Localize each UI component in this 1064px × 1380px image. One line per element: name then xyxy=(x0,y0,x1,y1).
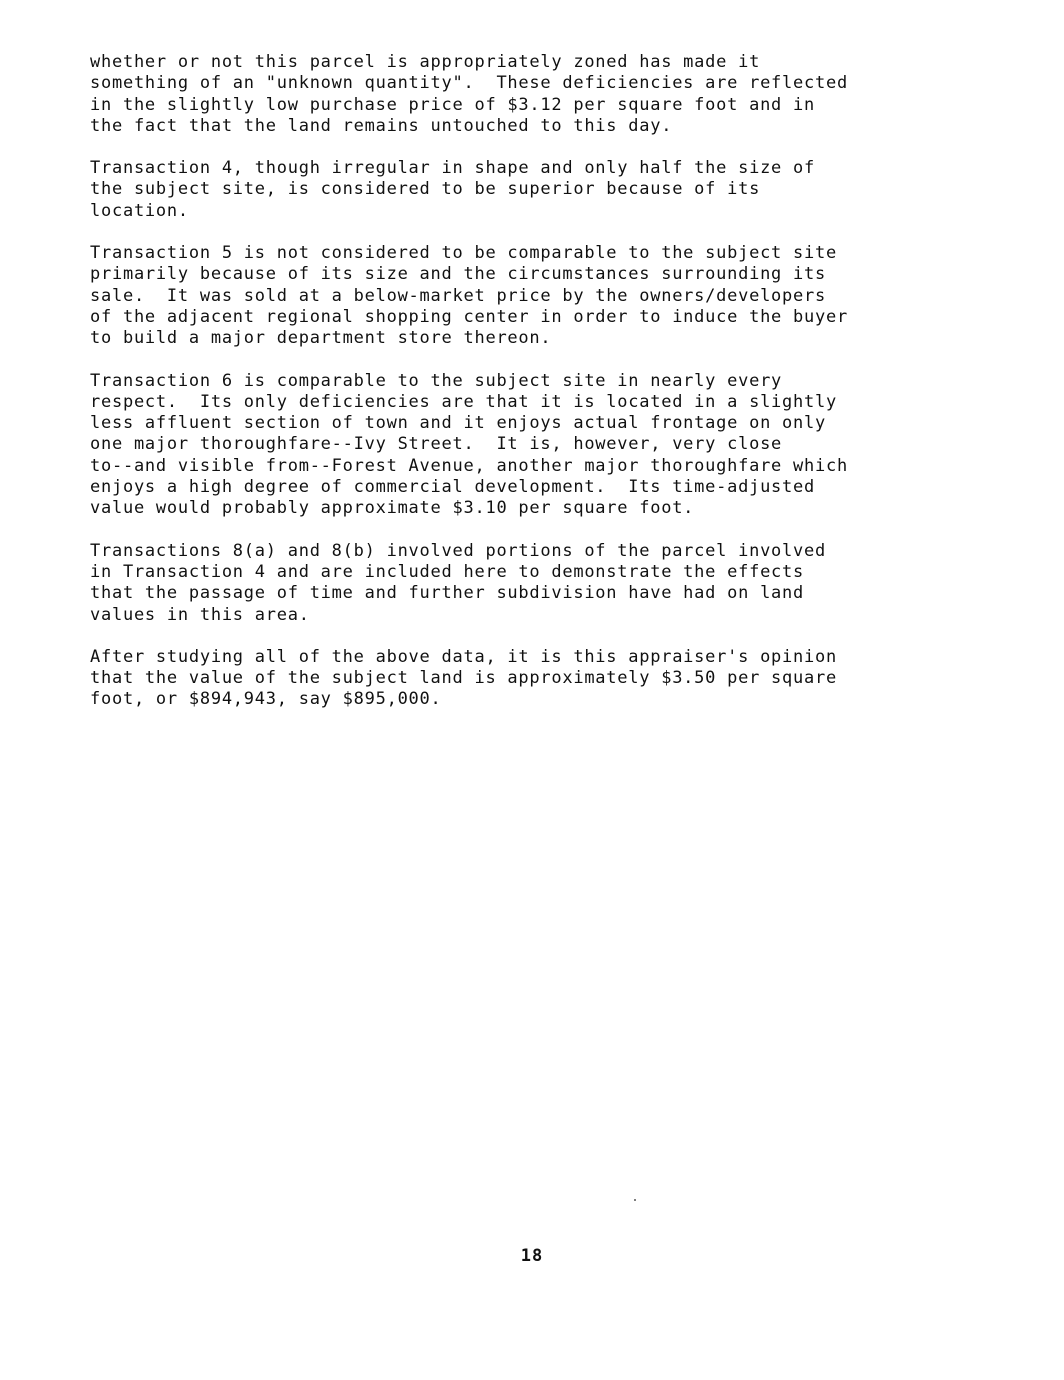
paragraph-transaction-6: Transaction 6 is comparable to the subject site in nearly every respect. Its only deficiencies are that it is located in a slightly less affluent section of town and it enjoys actual frontage on only one major thoroughfare--Ivy Street. It is, however, very close to--and visible from--Forest Avenue, another major thoroughfare which enjoys a high degree of commercial development. Its time-adjusted value would probably approximate $3.10 per square foot. xyxy=(90,370,848,519)
paragraph-transactions-8: Transactions 8(a) and 8(b) involved portions of the parcel involved in Transaction 4 and are included here to demonstrate the effects that the passage of time and further subdivision have had on land values in this area. xyxy=(90,540,826,625)
paragraph-zoning: whether or not this parcel is appropriately zoned has made it something of an "unknown quantity". These deficiencies are reflected in the slightly low purchase price of $3.12 per square foot and in the fact that the land remains untouched to this day. xyxy=(90,52,848,136)
paragraph-transaction-5: Transaction 5 is not considered to be comparable to the subject site primarily because of its size and the circumstances surrounding its sale. It was sold at a below-market price by the owners/developers of the adjacent regional shopping center in order to induce the buyer to build a major department store thereon. xyxy=(90,243,848,349)
paragraph-transaction-4: Transaction 4, though irregular in shape and only half the size of the subject site, is considered to be superior because of its location. xyxy=(90,158,816,221)
scan-speck xyxy=(634,1199,636,1201)
paragraph-conclusion: After studying all of the above data, it is this appraiser's opinion that the value of the subject land is approximately $3.50 per square foot, or $894,943, say $895,000. xyxy=(90,646,837,710)
body-text xyxy=(90,52,1010,732)
page-number: 18 xyxy=(520,1246,544,1266)
